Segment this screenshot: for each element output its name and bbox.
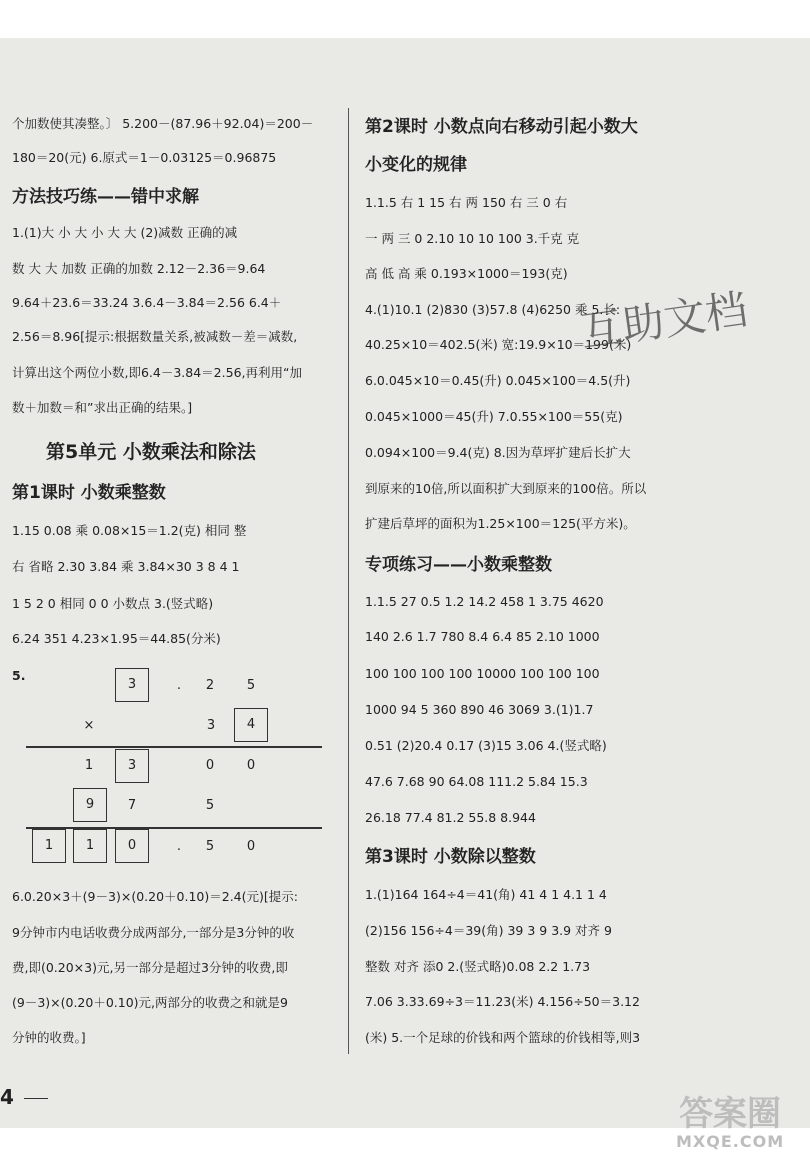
text-line: 个加数使其凑整。〕 5.200－(87.96＋92.04)＝200－ <box>12 116 314 131</box>
digit: 0 <box>205 758 215 773</box>
text-line: 到原来的10倍,所以面积扩大到原来的100倍。所以 <box>365 481 647 496</box>
watermark-text: 答案圈 <box>679 1094 782 1134</box>
digit: 0 <box>246 758 256 773</box>
text-line: 计算出这个两位小数,即6.4－3.84＝2.56,再利用“加 <box>12 365 302 380</box>
digit-box: 3 <box>115 749 149 783</box>
digit: 5 <box>246 678 256 693</box>
lesson-title-2-cont: 小变化的规律 <box>365 155 467 175</box>
text-line: 47.6 7.68 90 64.08 111.2 5.84 15.3 <box>365 774 588 789</box>
digit-box: 1 <box>32 829 66 863</box>
handwritten-mark: 互助文档 <box>577 284 751 357</box>
text-line: (2)156 156÷4＝39(角) 39 3 9 3.9 对齐 9 <box>365 923 612 938</box>
lesson-title-3: 第3课时 小数除以整数 <box>365 847 536 867</box>
text-line: 9分钟市内电话收费分成两部分,一部分是3分钟的收 <box>12 925 295 940</box>
column-divider <box>348 108 349 1054</box>
text-line: 0.045×1000＝45(升) 7.0.55×100＝55(克) <box>365 409 623 424</box>
text-line: 6.0.20×3＋(9－3)×(0.20＋0.10)＝2.4(元)[提示: <box>12 889 298 904</box>
rule-line <box>26 746 322 748</box>
text-line: 1 5 2 0 相同 0 0 小数点 3.(竖式略) <box>12 596 214 611</box>
watermark-url: MXQE.COM <box>676 1132 785 1151</box>
lesson-title-1: 第1课时 小数乘整数 <box>12 483 166 503</box>
digit: 0 <box>246 839 256 854</box>
text-line: 1.1.5 右 1 15 右 两 150 右 三 0 右 <box>365 195 568 210</box>
text-line: 1.1.5 27 0.5 1.2 14.2 458 1 3.75 4620 <box>365 594 604 609</box>
digit-box: 3 <box>115 668 149 702</box>
top-margin <box>0 0 810 38</box>
text-line: 1.(1)164 164÷4＝41(角) 41 4 1 4.1 1 4 <box>365 887 607 902</box>
lesson-title-2: 第2课时 小数点向右移动引起小数大 <box>365 117 638 137</box>
text-line: 7.06 3.33.69÷3＝11.23(米) 4.156÷50＝3.12 <box>365 994 640 1009</box>
text-line: (米) 5.一个足球的价钱和两个篮球的价钱相等,则3 <box>365 1030 641 1045</box>
text-line: 40.25×10＝402.5(米) 宽:19.9×10＝199(米) <box>365 337 632 352</box>
text-line: 一 两 三 0 2.10 10 10 100 3.千克 克 <box>365 231 580 246</box>
text-line: 4.(1)10.1 (2)830 (3)57.8 (4)6250 乘 5.长: <box>365 302 621 317</box>
times-sign: × <box>83 718 95 733</box>
digit: 3 <box>206 718 216 733</box>
text-line: 0.094×100＝9.4(克) 8.因为草坪扩建后长扩大 <box>365 445 631 460</box>
text-line: 右 省略 2.30 3.84 乘 3.84×30 3 8 4 1 <box>12 559 240 574</box>
digit: 5 <box>205 839 215 854</box>
text-line: 分钟的收费。] <box>12 1030 86 1045</box>
decimal-point: . <box>176 678 182 693</box>
text-line: 6.0.045×10＝0.45(升) 0.045×100＝4.5(升) <box>365 373 631 388</box>
text-line: (9－3)×(0.20＋0.10)元,两部分的收费之和就是9 <box>12 995 288 1010</box>
text-line: 0.51 (2)20.4 0.17 (3)15 3.06 4.(竖式略) <box>365 738 607 753</box>
page-number: 4 <box>0 1085 14 1109</box>
decimal-point: . <box>176 839 182 854</box>
digit-box: 9 <box>73 788 107 822</box>
text-line: 140 2.6 1.7 780 8.4 6.4 85 2.10 1000 <box>365 629 600 644</box>
section-title-method: 方法技巧练——错中求解 <box>12 187 199 207</box>
text-line: 1000 94 5 360 890 46 3069 3.(1)1.7 <box>365 702 594 717</box>
text-line: 1.15 0.08 乘 0.08×15＝1.2(克) 相同 整 <box>12 523 247 538</box>
text-line: 整数 对齐 添0 2.(竖式略)0.08 2.2 1.73 <box>365 959 591 974</box>
page-number-dash <box>24 1098 48 1099</box>
digit-box: 1 <box>73 829 107 863</box>
text-line: 2.56＝8.96[提示:根据数量关系,被减数－差＝减数, <box>12 329 298 344</box>
digit: 1 <box>84 758 94 773</box>
digit-box: 4 <box>234 708 268 742</box>
text-line: 1.(1)大 小 大 小 大 大 (2)减数 正确的减 <box>12 225 238 240</box>
text-line: 26.18 77.4 81.2 55.8 8.944 <box>365 810 536 825</box>
digit: 5 <box>205 798 215 813</box>
text-line: 费,即(0.20×3)元,另一部分是超过3分钟的收费,即 <box>12 960 288 975</box>
digit-box: 0 <box>115 829 149 863</box>
section-title-special: 专项练习——小数乘整数 <box>365 555 552 575</box>
text-line: 6.24 351 4.23×1.95＝44.85(分米) <box>12 631 221 646</box>
digit: 2 <box>205 678 215 693</box>
unit-title: 第5单元 小数乘法和除法 <box>46 441 256 463</box>
digit: 7 <box>127 798 137 813</box>
text-line: 100 100 100 100 10000 100 100 100 <box>365 666 600 681</box>
text-line: 数＋加数＝和”求出正确的结果。] <box>12 400 193 415</box>
rule-line <box>26 827 322 829</box>
question-5-label: 5. <box>12 668 26 683</box>
watermark-logo <box>676 1096 784 1151</box>
text-line: 180＝20(元) 6.原式＝1－0.03125＝0.96875 <box>12 150 277 165</box>
text-line: 高 低 高 乘 0.193×1000＝193(克) <box>365 266 568 281</box>
text-line: 9.64＋23.6＝33.24 3.6.4－3.84＝2.56 6.4＋ <box>12 295 282 310</box>
text-line: 数 大 大 加数 正确的加数 2.12－2.36＝9.64 <box>12 261 266 276</box>
text-line: 扩建后草坪的面积为1.25×100＝125(平方米)。 <box>365 516 636 531</box>
